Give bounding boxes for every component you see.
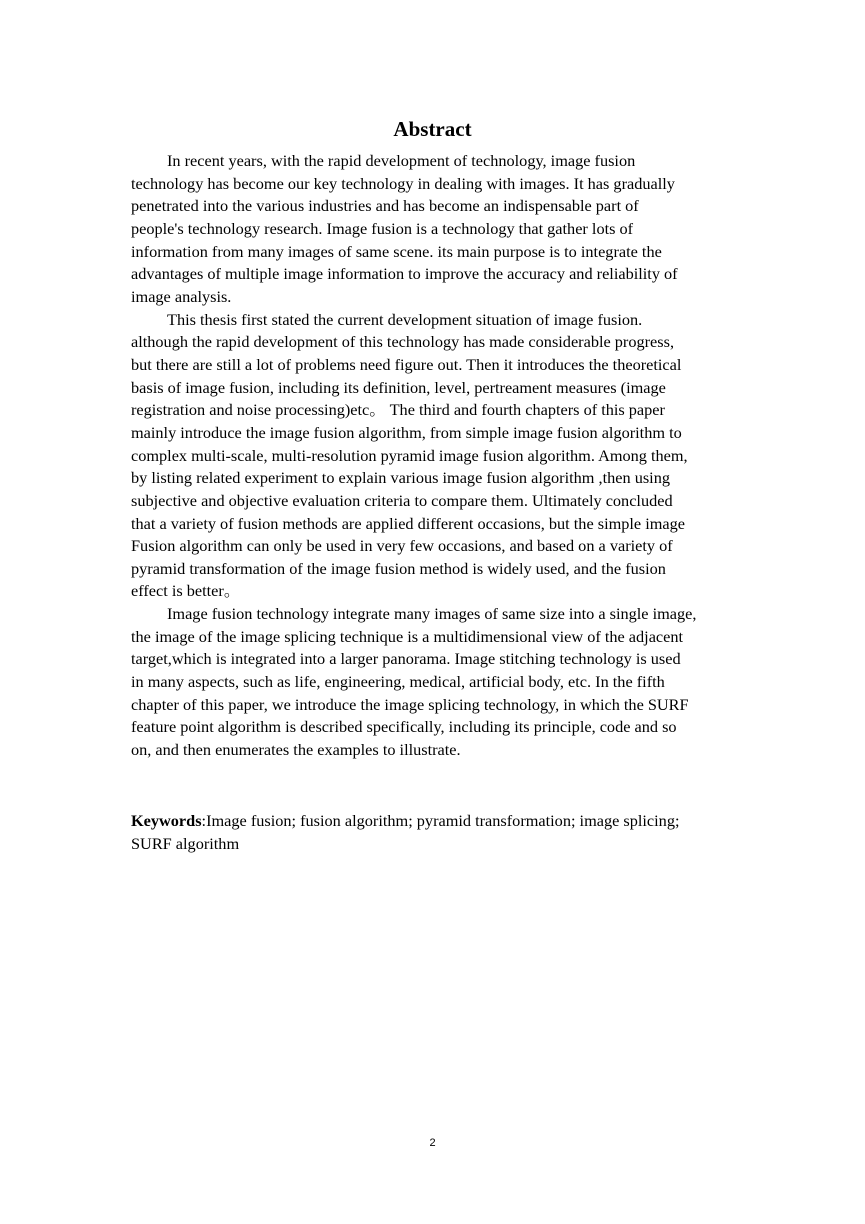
text-line: on, and then enumerates the examples to illustrate. (131, 740, 461, 760)
text-line: by listing related experiment to explain various image fusion algorithm ,then using (131, 468, 670, 488)
text-line: but there are still a lot of problems need figure out. Then it introduces the theoretical (131, 354, 682, 374)
keywords-text: :Image fusion; fusion algorithm; pyramid transformation; image splicing; (201, 811, 680, 830)
abstract-paragraph-1 (131, 150, 741, 309)
text-line: image analysis. (131, 286, 232, 306)
text-line: In recent years, with the rapid development of technology, image fusion (167, 151, 636, 170)
text-line: registration and noise processing)etc。 The third and fourth chapters of this paper (131, 400, 665, 420)
abstract-paragraph-3 (131, 603, 741, 762)
text-line: technology has become our key technology in dealing with images. It has gradually (131, 173, 675, 193)
text-line: effect is better。 (131, 581, 241, 601)
text-line: in many aspects, such as life, engineering, medical, artificial body, etc. In the fifth (131, 672, 665, 692)
text-line: Fusion algorithm can only be used in very few occasions, and based on a variety of (131, 536, 673, 556)
keywords-line (131, 810, 741, 833)
text-line: target,which is integrated into a larger panorama. Image stitching technology is used (131, 649, 681, 669)
text-line: the image of the image splicing technique is a multidimensional view of the adjacent (131, 626, 684, 646)
text-line: Image fusion technology integrate many images of same size into a single image, (167, 604, 697, 624)
text-line: complex multi-scale, multi-resolution pyramid image fusion algorithm. Among them, (131, 445, 688, 465)
text-line: basis of image fusion, including its definition, level, pertreament measures (image (131, 377, 666, 397)
text-line: information from many images of same scene. its main purpose is to integrate the (131, 241, 662, 261)
text-line: chapter of this paper, we introduce the image splicing technology, in which the SURF (131, 694, 689, 714)
text-line: penetrated into the various industries and has become an indispensable part of (131, 196, 639, 216)
text-line: feature point algorithm is described specifically, including its principle, code and so (131, 717, 677, 737)
abstract-paragraph-2 (131, 309, 741, 604)
text-line: that a variety of fusion methods are applied different occasions, but the simple image (131, 513, 685, 533)
text-line: subjective and objective evaluation criteria to compare them. Ultimately concluded (131, 490, 673, 510)
keywords-section (131, 810, 741, 855)
page-number: 2 (429, 1137, 436, 1149)
keywords-line: SURF algorithm (131, 833, 240, 853)
keywords-label: Keywords (131, 811, 202, 830)
text-line: although the rapid development of this technology has made considerable progress, (131, 332, 675, 352)
text-line: This thesis first stated the current development situation of image fusion. (167, 309, 643, 329)
text-line: people's technology research. Image fusion is a technology that gather lots of (131, 218, 634, 238)
text-line: mainly introduce the image fusion algorithm, from simple image fusion algorithm to (131, 422, 682, 442)
text-line: pyramid transformation of the image fusion method is widely used, and the fusion (131, 558, 666, 578)
abstract-body (131, 150, 741, 762)
text-line: advantages of multiple image information to improve the accuracy and reliability of (131, 264, 678, 284)
abstract-title: Abstract (393, 117, 472, 141)
